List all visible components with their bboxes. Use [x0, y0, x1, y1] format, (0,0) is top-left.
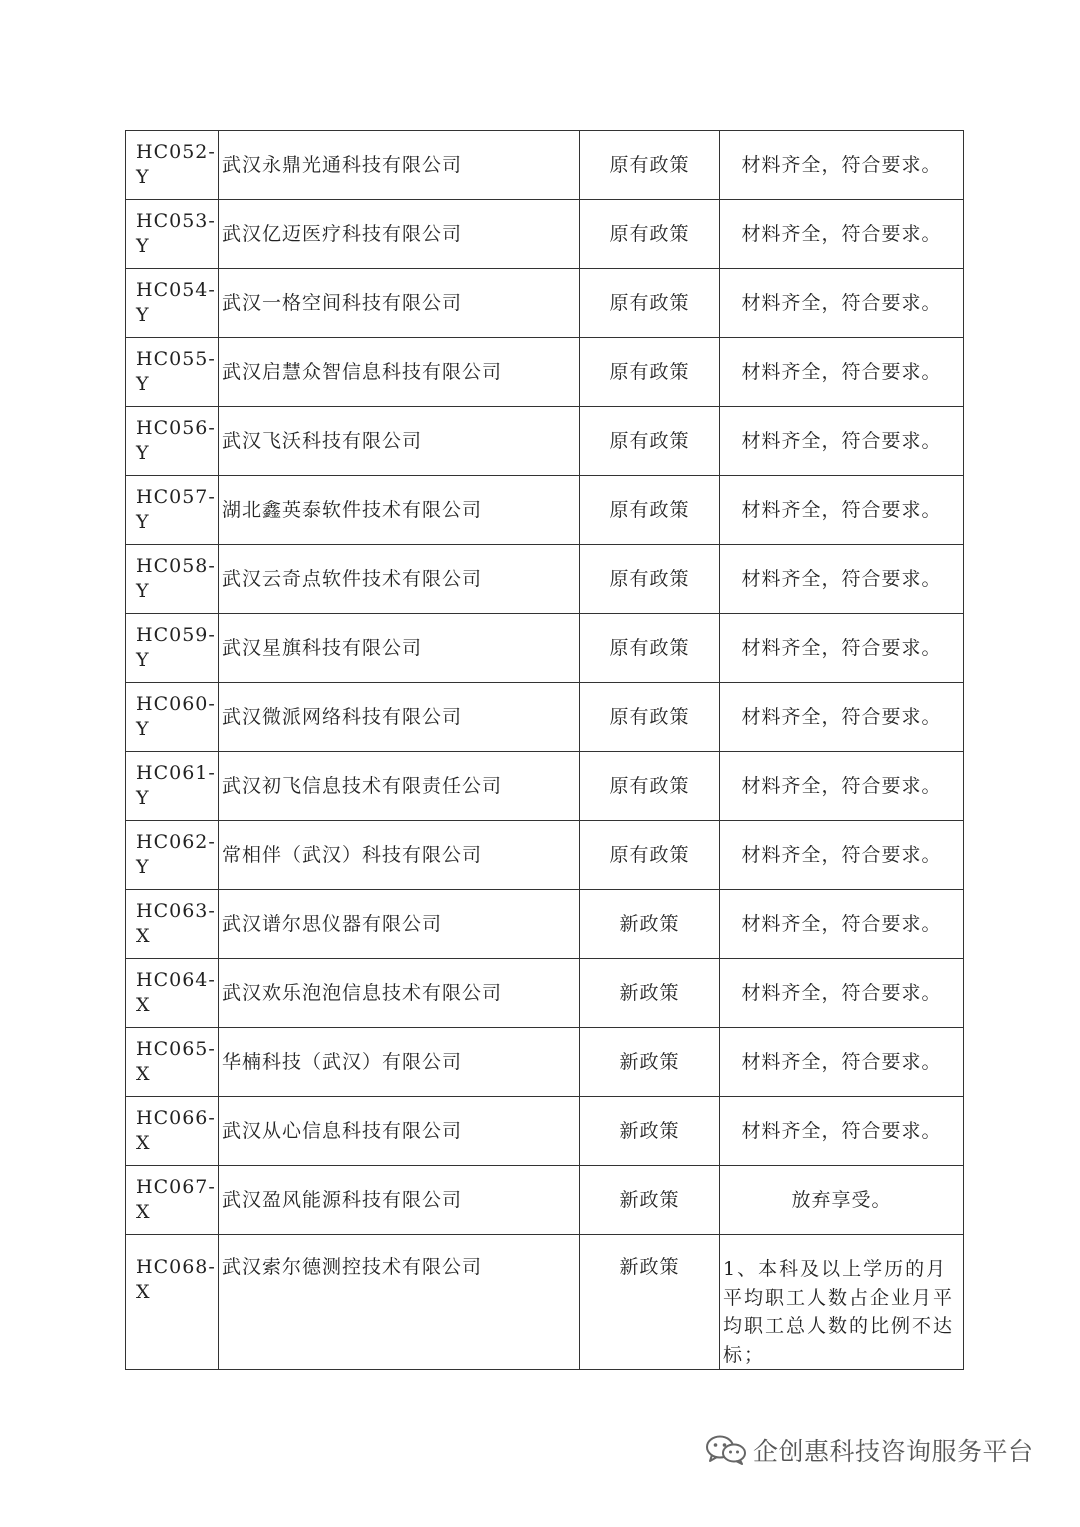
table-row: [126, 407, 964, 476]
policy-type: 新政策: [580, 1097, 720, 1166]
review-result: 材料齐全，符合要求。: [720, 890, 964, 959]
policy-type: 原有政策: [580, 752, 720, 821]
policy-type: 新政策: [580, 959, 720, 1028]
row-id: HC056-Y: [126, 407, 219, 476]
review-result: 材料齐全，符合要求。: [720, 476, 964, 545]
table-row: [126, 338, 964, 407]
table-row: [126, 131, 964, 200]
policy-type: 原有政策: [580, 269, 720, 338]
review-result: 材料齐全，符合要求。: [720, 269, 964, 338]
review-result: 材料齐全，符合要求。: [720, 1028, 964, 1097]
company-name: 武汉索尔德测控技术有限公司: [219, 1235, 580, 1370]
row-id: HC058-Y: [126, 545, 219, 614]
review-result: 材料齐全，符合要求。: [720, 338, 964, 407]
company-name: 武汉初飞信息技术有限责任公司: [219, 752, 580, 821]
row-id: HC063-X: [126, 890, 219, 959]
review-result: 材料齐全，符合要求。: [720, 200, 964, 269]
company-name: 湖北鑫英泰软件技术有限公司: [219, 476, 580, 545]
company-name: 武汉欢乐泡泡信息技术有限公司: [219, 959, 580, 1028]
policy-type: 新政策: [580, 1166, 720, 1235]
policy-type: 原有政策: [580, 614, 720, 683]
review-result: 材料齐全，符合要求。: [720, 1097, 964, 1166]
table-row: [126, 1097, 964, 1166]
table-row: [126, 1166, 964, 1235]
policy-type: 新政策: [580, 890, 720, 959]
review-result: 材料齐全，符合要求。: [720, 407, 964, 476]
row-id: HC067-X: [126, 1166, 219, 1235]
row-id: HC064-X: [126, 959, 219, 1028]
company-name: 武汉亿迈医疗科技有限公司: [219, 200, 580, 269]
row-id: HC053-Y: [126, 200, 219, 269]
policy-type: 新政策: [580, 1028, 720, 1097]
table-row: [126, 545, 964, 614]
table-row: [126, 752, 964, 821]
company-name: 武汉启慧众智信息科技有限公司: [219, 338, 580, 407]
row-id: HC055-Y: [126, 338, 219, 407]
table-row: [126, 959, 964, 1028]
company-name: 武汉一格空间科技有限公司: [219, 269, 580, 338]
policy-type: 原有政策: [580, 200, 720, 269]
row-id: HC066-X: [126, 1097, 219, 1166]
watermark-text: 企创惠科技咨询服务平台: [753, 1437, 1034, 1466]
row-id: HC057-Y: [126, 476, 219, 545]
company-name: 武汉云奇点软件技术有限公司: [219, 545, 580, 614]
company-name: 武汉从心信息科技有限公司: [219, 1097, 580, 1166]
row-id: HC059-Y: [126, 614, 219, 683]
company-name: 华楠科技（武汉）有限公司: [219, 1028, 580, 1097]
policy-type: 原有政策: [580, 338, 720, 407]
company-name: 武汉谱尔思仪器有限公司: [219, 890, 580, 959]
company-name: 武汉永鼎光通科技有限公司: [219, 131, 580, 200]
company-name: 武汉微派网络科技有限公司: [219, 683, 580, 752]
review-result: 材料齐全，符合要求。: [720, 683, 964, 752]
wechat-icon: [705, 1435, 747, 1465]
policy-type: 原有政策: [580, 821, 720, 890]
policy-type: 原有政策: [580, 476, 720, 545]
policy-type: 新政策: [580, 1235, 720, 1370]
company-name: 武汉飞沃科技有限公司: [219, 407, 580, 476]
review-result: 材料齐全，符合要求。: [720, 545, 964, 614]
table-row: [126, 1235, 964, 1370]
table-row: [126, 200, 964, 269]
table-row: [126, 476, 964, 545]
policy-type: 原有政策: [580, 131, 720, 200]
review-result: 材料齐全，符合要求。: [720, 821, 964, 890]
company-name: 武汉星旗科技有限公司: [219, 614, 580, 683]
policy-type: 原有政策: [580, 683, 720, 752]
policy-type: 原有政策: [580, 545, 720, 614]
wechat-watermark: [705, 1432, 1034, 1468]
table-row: [126, 269, 964, 338]
table-row: [126, 1028, 964, 1097]
table-row: [126, 821, 964, 890]
row-id: HC062-Y: [126, 821, 219, 890]
row-id: HC061-Y: [126, 752, 219, 821]
row-id: HC052-Y: [126, 131, 219, 200]
review-result: 材料齐全，符合要求。: [720, 959, 964, 1028]
review-result: 材料齐全，符合要求。: [720, 752, 964, 821]
row-id: HC068-X: [126, 1235, 219, 1370]
review-result: 材料齐全，符合要求。: [720, 614, 964, 683]
review-result: 材料齐全，符合要求。: [720, 131, 964, 200]
row-id: HC060-Y: [126, 683, 219, 752]
table-row: [126, 890, 964, 959]
review-result: 1、本科及以上学历的月平均职工人数占企业月平均职工总人数的比例不达标；: [720, 1235, 964, 1370]
policy-type: 原有政策: [580, 407, 720, 476]
review-result: 放弃享受。: [720, 1166, 964, 1235]
table-row: [126, 683, 964, 752]
company-name: 武汉盈风能源科技有限公司: [219, 1166, 580, 1235]
company-name: 常相伴（武汉）科技有限公司: [219, 821, 580, 890]
review-results-table: [125, 130, 964, 1370]
table-row: [126, 614, 964, 683]
row-id: HC065-X: [126, 1028, 219, 1097]
row-id: HC054-Y: [126, 269, 219, 338]
